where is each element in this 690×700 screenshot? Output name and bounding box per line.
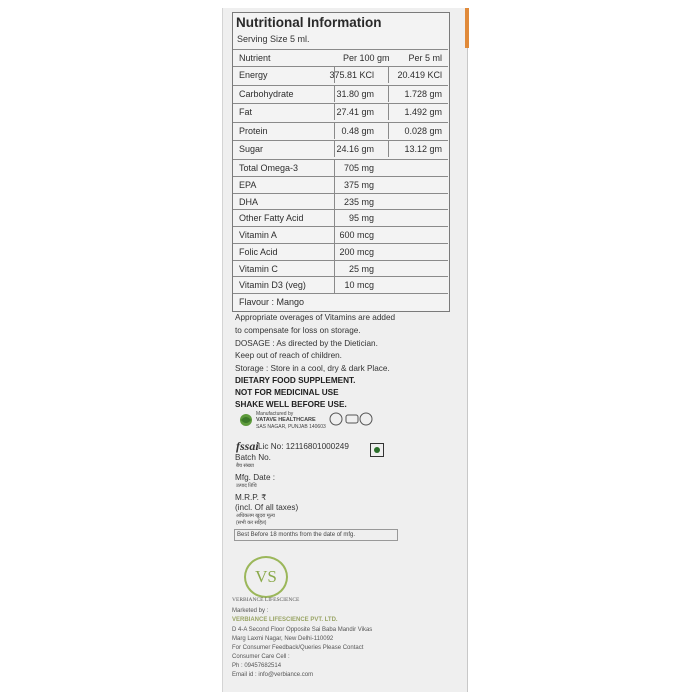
table-row (233, 85, 448, 102)
brand-name: VERBIANCE LIFESCIENCE (232, 597, 300, 603)
per-100-value: 600 mcg (339, 230, 374, 240)
serving-size: Serving Size 5 ml. (237, 34, 310, 44)
per-5-value: 0.028 gm (404, 125, 442, 136)
col-divider (334, 244, 335, 260)
col-divider (334, 141, 335, 157)
taxes-hindi: (सभी कर सहित) (236, 520, 267, 526)
table-row (233, 276, 448, 293)
per-5-value: 1.728 gm (404, 88, 442, 99)
dietary-note: DIETARY FOOD SUPPLEMENT. (235, 376, 356, 385)
per-100-value: 235 mg (343, 196, 374, 207)
nutrient-name: Other Fatty Acid (239, 213, 304, 224)
nutrient-name: Sugar (239, 144, 264, 154)
nutrient-name: DHA (239, 196, 259, 207)
flavour-label: Flavour : Mango (239, 297, 305, 307)
col-divider (388, 86, 389, 102)
table-row (233, 140, 448, 157)
per-100-value: 10 mcg (344, 280, 374, 291)
mfg-date-label: Mfg. Date : (235, 473, 276, 482)
per-100-value: 95 mg (348, 213, 374, 224)
nutrient-name: Fat (239, 107, 253, 117)
per-5-value: 1.492 gm (404, 107, 442, 117)
fssai-logo: fssai (236, 439, 259, 453)
nutrient-name: Total Omega-3 (239, 163, 299, 173)
per-100-value: 705 mg (343, 163, 374, 173)
manufacturer-logo-icon (238, 412, 254, 428)
nutrient-name: Vitamin A (239, 230, 277, 240)
manufacturer-name: VATAVE HEALTHCARE (256, 417, 316, 423)
best-before: Best Before 18 months from the date of mfg. (234, 529, 398, 541)
phone-number: Ph : 09457682514 (232, 663, 282, 669)
flavour-row (233, 293, 448, 310)
nutrient-name: Vitamin C (239, 263, 278, 274)
per-100-value: 200 mcg (339, 246, 374, 257)
col-divider (388, 141, 389, 157)
nutrient-name: Protein (239, 125, 268, 136)
table-row (233, 193, 448, 210)
note-line: DOSAGE : As directed by the Dietician. (235, 339, 378, 348)
mfg-date-hindi: उत्पाद तिथि (236, 483, 257, 489)
batch-label: Batch No. (235, 453, 271, 462)
email-address: Email id : info@verbiance.com (232, 672, 314, 678)
header-per-100: Per 100 gm (343, 53, 390, 63)
medicinal-note: NOT FOR MEDICINAL USE (235, 388, 339, 397)
per-100-value: 375 mg (343, 179, 374, 190)
table-row (233, 159, 448, 176)
nutrient-name: EPA (239, 179, 257, 190)
col-divider (334, 177, 335, 193)
per-5-value: 20.419 KCl (397, 70, 442, 80)
col-divider (334, 261, 335, 277)
table-header-row (233, 49, 448, 66)
mrp-label: M.R.P. ₹ (235, 493, 267, 502)
col-divider (388, 123, 389, 139)
table-row (233, 66, 448, 83)
per-100-value: 27.41 gm (336, 107, 374, 117)
col-divider (388, 104, 389, 120)
col-divider (388, 67, 389, 83)
incl-taxes: (incl. Of all taxes) (235, 503, 299, 512)
marketer-address: Marg Laxmi Nagar, New Delhi-110092 (232, 636, 334, 642)
nutrient-name: Carbohydrate (239, 88, 294, 99)
nutrient-name: Energy (239, 70, 268, 80)
marketed-by: Marketed by : (232, 608, 269, 614)
col-divider (334, 160, 335, 176)
consumer-feedback: For Consumer Feedback/Queries Please Contact (232, 645, 364, 651)
header-nutrient: Nutrient (239, 53, 271, 63)
certification-logos-icon (328, 410, 374, 428)
col-divider (334, 227, 335, 243)
consumer-care: Consumer Care Cell : (232, 654, 290, 660)
fssai-license: Lic No: 12116801000249 (258, 442, 349, 451)
marketer-address: D 4-A Second Floor Opposite Sai Baba Mandir Vikas (232, 627, 373, 633)
table-row (233, 122, 448, 139)
nutrient-name: Vitamin D3 (veg) (239, 280, 306, 291)
note-line: Keep out of reach of children. (235, 351, 342, 360)
col-divider (334, 194, 335, 210)
veg-symbol-icon (370, 443, 384, 457)
per-5-value: 13.12 gm (404, 144, 442, 154)
table-row (233, 176, 448, 193)
shake-note: SHAKE WELL BEFORE USE. (235, 400, 347, 409)
col-divider (334, 123, 335, 139)
col-divider (334, 104, 335, 120)
marketer-name: VERBIANCE LIFESCIENCE PVT. LTD. (232, 617, 338, 623)
table-row (233, 226, 448, 243)
per-100-value: 31.80 gm (336, 88, 374, 99)
batch-label-hindi: बैच संख्या (236, 463, 254, 469)
per-100-value: 25 mg (348, 263, 374, 274)
per-100-value: 375.81 KCl (329, 70, 374, 80)
note-line: to compensate for loss on storage. (235, 326, 361, 335)
per-100-value: 24.16 gm (336, 144, 374, 154)
per-100-value: 0.48 gm (341, 125, 374, 136)
table-row (233, 260, 448, 277)
manufactured-by: Manufactured by (256, 411, 294, 417)
note-line: Storage : Store in a cool, dry & dark Place. (235, 364, 390, 373)
note-line: Appropriate overages of Vitamins are added (235, 313, 396, 322)
brand-logo: VS (244, 556, 288, 598)
table-row (233, 209, 448, 226)
col-divider (334, 277, 335, 293)
col-divider (334, 86, 335, 102)
manufacturer-address: SAS NAGAR, PUNJAB 140603 (256, 424, 326, 430)
header-per-5: Per 5 ml (408, 53, 442, 63)
table-row (233, 243, 448, 260)
nutrition-title: Nutritional Information (236, 15, 382, 30)
box-edge-orange (465, 8, 469, 48)
col-divider (334, 210, 335, 226)
table-row (233, 103, 448, 120)
nutrient-name: Folic Acid (239, 246, 278, 257)
mrp-hindi: अधिकतम खुदरा मूल्य (236, 513, 275, 519)
